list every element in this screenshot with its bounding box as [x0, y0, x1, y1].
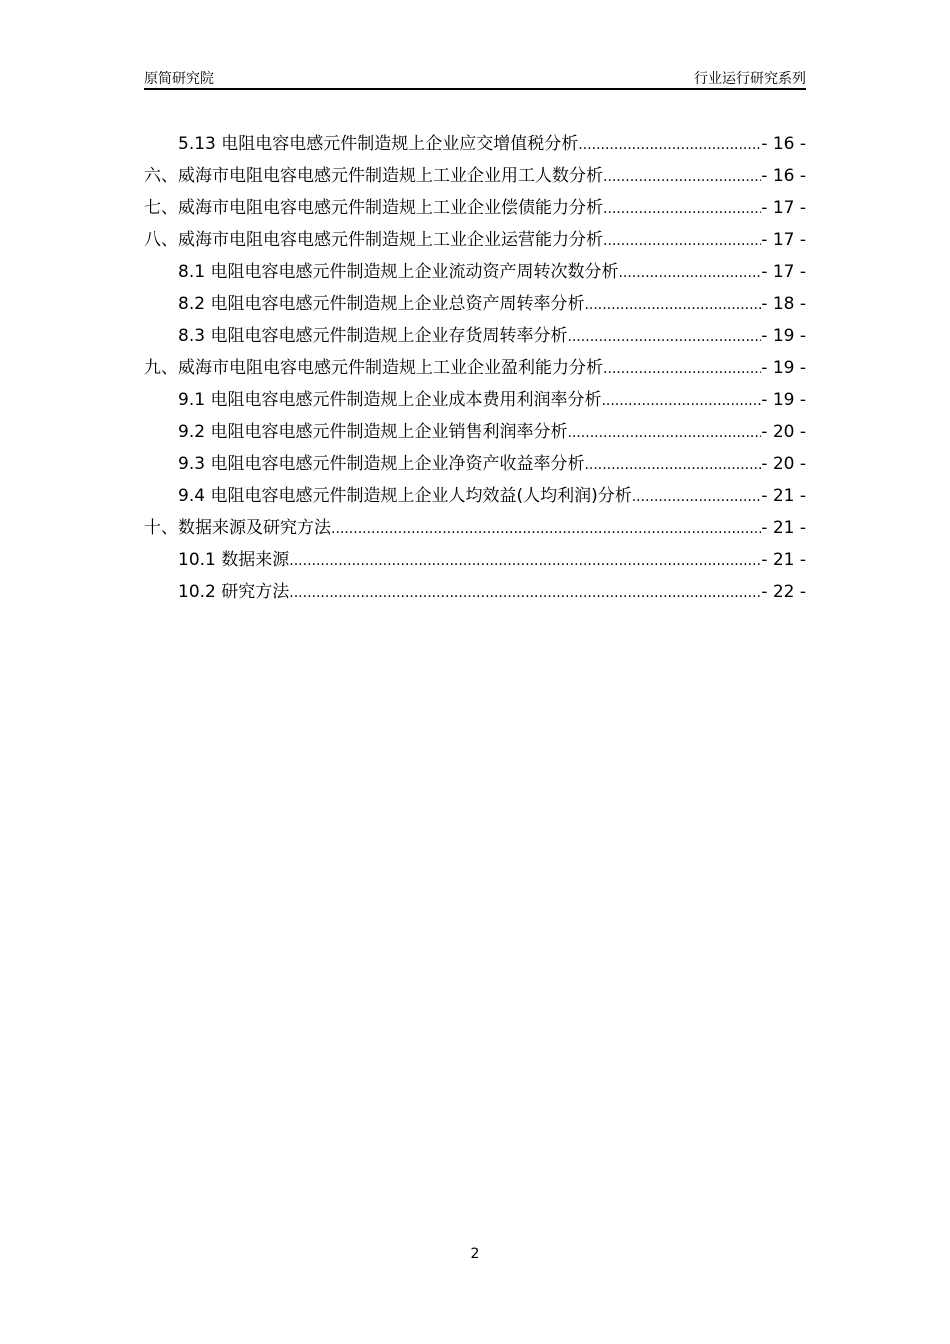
toc-entry-title: 六、威海市电阻电容电感元件制造规上工业企业用工人数分析 — [144, 166, 603, 186]
toc-entry-title: 9.3 电阻电容电感元件制造规上企业净资产收益率分析 — [178, 454, 585, 474]
toc-entry-page: - 19 - — [761, 326, 806, 346]
toc-entry-page: - 20 - — [761, 454, 806, 474]
dot-leader — [584, 451, 761, 483]
dot-leader — [584, 291, 761, 323]
dot-leader — [603, 227, 761, 259]
toc-entry-title: 8.3 电阻电容电感元件制造规上企业存货周转率分析 — [178, 326, 568, 346]
toc-entry-title: 8.2 电阻电容电感元件制造规上企业总资产周转率分析 — [178, 294, 585, 314]
toc-entry-title: 七、威海市电阻电容电感元件制造规上工业企业偿债能力分析 — [144, 198, 603, 218]
toc-entry-page: - 17 - — [761, 262, 806, 282]
toc-entry[interactable] — [144, 579, 806, 611]
header-right: 行业运行研究系列 — [694, 71, 806, 87]
toc-entry[interactable] — [144, 451, 806, 483]
toc-entry-page: - 17 - — [761, 198, 806, 218]
toc-entry[interactable] — [144, 547, 806, 579]
dot-leader — [567, 419, 761, 451]
toc-entry[interactable] — [144, 515, 806, 547]
dot-leader — [603, 355, 761, 387]
toc-entry-page: - 19 - — [761, 358, 806, 378]
table-of-contents — [144, 131, 806, 611]
toc-entry[interactable] — [144, 131, 806, 163]
toc-entry-page: - 17 - — [761, 230, 806, 250]
dot-leader — [632, 483, 762, 515]
dot-leader — [601, 387, 761, 419]
dot-leader — [603, 163, 761, 195]
toc-entry-page: - 18 - — [761, 294, 806, 314]
dot-leader — [603, 195, 761, 227]
toc-entry-title: 八、威海市电阻电容电感元件制造规上工业企业运营能力分析 — [144, 230, 603, 250]
toc-entry-page: - 19 - — [761, 390, 806, 410]
toc-entry-page: - 16 - — [761, 134, 806, 154]
toc-entry[interactable] — [144, 323, 806, 355]
toc-entry-page: - 20 - — [761, 422, 806, 442]
toc-entry[interactable] — [144, 259, 806, 291]
dot-leader — [618, 259, 761, 291]
toc-entry[interactable] — [144, 163, 806, 195]
page-number: 2 — [470, 1246, 480, 1262]
toc-entry-page: - 21 - — [761, 518, 806, 538]
toc-entry[interactable] — [144, 355, 806, 387]
toc-entry-title: 5.13 电阻电容电感元件制造规上企业应交增值税分析 — [178, 134, 579, 154]
toc-entry[interactable] — [144, 387, 806, 419]
toc-entry-title: 9.4 电阻电容电感元件制造规上企业人均效益(人均利润)分析 — [178, 486, 632, 506]
toc-entry[interactable] — [144, 419, 806, 451]
dot-leader — [289, 547, 761, 579]
toc-entry-title: 十、数据来源及研究方法 — [144, 518, 331, 538]
dot-leader — [331, 515, 761, 547]
toc-entry-title: 9.2 电阻电容电感元件制造规上企业销售利润率分析 — [178, 422, 568, 442]
toc-entry-page: - 21 - — [761, 486, 806, 506]
dot-leader — [578, 131, 761, 163]
toc-entry[interactable] — [144, 483, 806, 515]
page-header — [144, 68, 806, 90]
toc-entry-title: 10.2 研究方法 — [178, 582, 290, 602]
dot-leader — [567, 323, 761, 355]
toc-entry[interactable] — [144, 227, 806, 259]
toc-entry-title: 10.1 数据来源 — [178, 550, 290, 570]
toc-entry[interactable] — [144, 195, 806, 227]
toc-entry-title: 8.1 电阻电容电感元件制造规上企业流动资产周转次数分析 — [178, 262, 619, 282]
toc-entry-title: 九、威海市电阻电容电感元件制造规上工业企业盈利能力分析 — [144, 358, 603, 378]
toc-entry-title: 9.1 电阻电容电感元件制造规上企业成本费用利润率分析 — [178, 390, 602, 410]
toc-entry-page: - 16 - — [761, 166, 806, 186]
toc-entry-page: - 21 - — [761, 550, 806, 570]
toc-entry[interactable] — [144, 291, 806, 323]
toc-entry-page: - 22 - — [761, 582, 806, 602]
header-left: 原简研究院 — [144, 71, 214, 87]
dot-leader — [289, 579, 761, 611]
